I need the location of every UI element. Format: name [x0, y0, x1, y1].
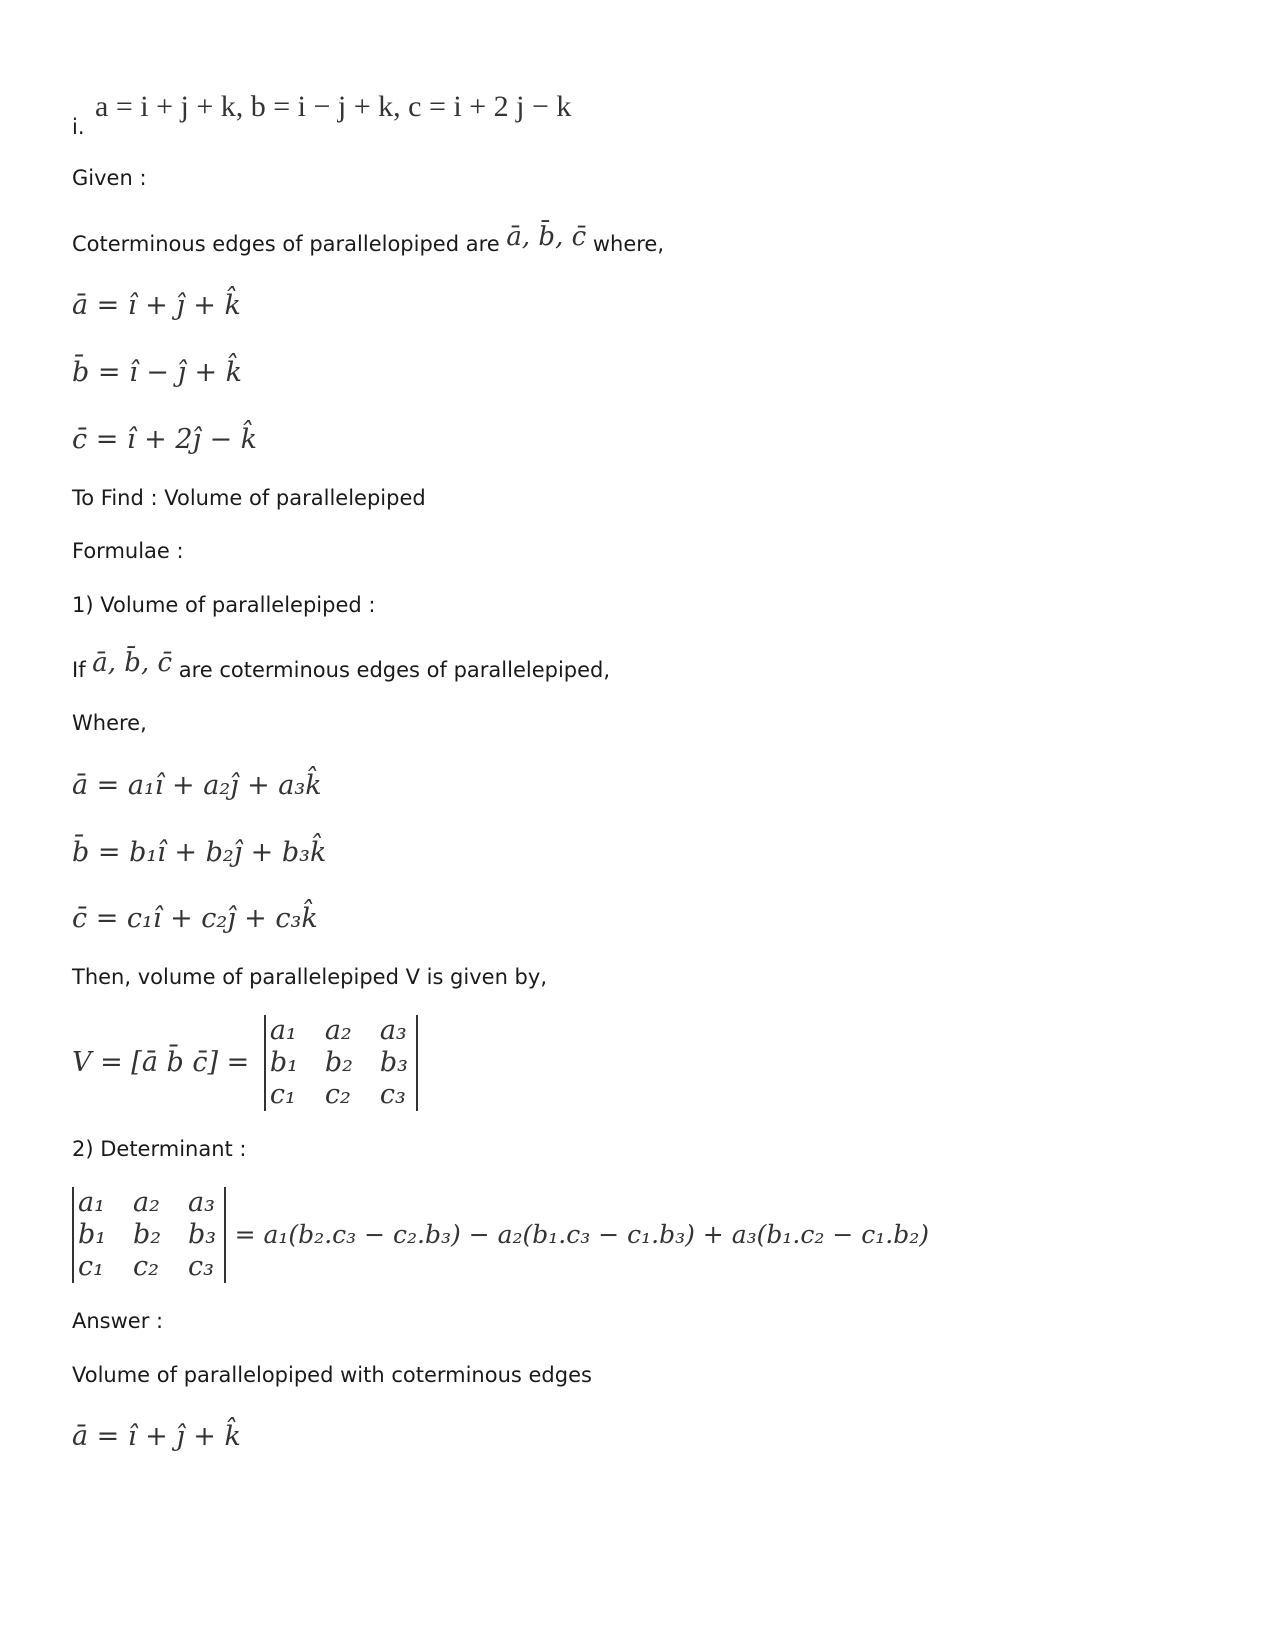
general-eq-c: c̄ = c₁î + c₂ĵ + c₃k̂	[72, 903, 318, 934]
det-cell: b₂	[133, 1219, 162, 1250]
coterminous-prefix: Coterminous edges of parallelopiped are	[72, 232, 500, 256]
formulae-label: Formulae :	[72, 539, 184, 563]
volume-lhs: V = [ā b̄ c̄] =	[72, 1047, 250, 1078]
det-row-c	[270, 1079, 412, 1111]
then-text: Then, volume of parallelepiped V is given by,	[72, 965, 547, 989]
if-suffix: are coterminous edges of parallelepiped,	[178, 658, 611, 682]
det-row-b	[270, 1047, 412, 1079]
answer-label: Answer :	[72, 1309, 164, 1333]
given-eq-a: ā = î + ĵ + k̂	[72, 290, 241, 321]
det-cell: a₁	[269, 1015, 297, 1046]
item-marker: i.	[72, 115, 85, 139]
given-label: Given :	[72, 166, 147, 190]
det-cell: a₁	[78, 1187, 105, 1218]
if-prefix: If	[72, 658, 86, 682]
answer-text: Volume of parallelopiped with coterminous edges	[72, 1363, 592, 1387]
det-row-c	[78, 1251, 220, 1283]
det-cell: a₃	[188, 1187, 215, 1218]
given-eq-b: b̄ = î − ĵ + k̂	[72, 357, 243, 388]
det-row-b	[78, 1219, 220, 1251]
formula1-title: 1) Volume of parallelepiped :	[72, 593, 376, 617]
given-eq-c: c̄ = î + 2ĵ − k̂	[72, 424, 258, 455]
det-cell: c₃	[379, 1079, 406, 1110]
det-cell: b₃	[188, 1219, 217, 1250]
header-vectors-text: a = i + j + k, b = i − j + k, c = i + 2 j − k	[95, 90, 572, 123]
where-label: Where,	[72, 711, 147, 735]
answer-eq: ā = î + ĵ + k̂	[72, 1421, 241, 1452]
coterminous-suffix: where,	[592, 232, 665, 256]
expansion-rhs: = a₁(b₂.c₃ − c₂.b₃) − a₂(b₁.c₃ − c₁.b₃) + a₃(b₁.c₂ − c₁.b₂)	[234, 1220, 929, 1249]
det-cell: c₃	[188, 1251, 214, 1282]
det-cell: b₁	[78, 1219, 107, 1250]
det-cell: c₁	[269, 1079, 296, 1110]
coterminous-sentence	[72, 222, 665, 257]
general-eq-a: ā = a₁î + a₂ĵ + a₃k̂	[72, 770, 322, 801]
det-cell: a₂	[324, 1015, 352, 1046]
general-eq-b: b̄ = b₁î + b₂ĵ + b₃k̂	[72, 837, 327, 868]
det-cell: c₂	[324, 1079, 351, 1110]
det-cell: c₁	[78, 1251, 104, 1282]
volume-determinant	[264, 1015, 418, 1111]
coterminous-vectors: ā, b̄, c̄	[506, 222, 587, 252]
volume-formula	[72, 1015, 418, 1111]
if-vectors: ā, b̄, c̄	[92, 648, 173, 678]
expansion-determinant	[72, 1187, 226, 1283]
header-vectors-equation	[95, 90, 571, 124]
det-cell: a₃	[379, 1015, 407, 1046]
det-cell: b₃	[379, 1047, 408, 1078]
det-cell: c₂	[133, 1251, 159, 1282]
det-row-a	[270, 1015, 412, 1047]
if-sentence	[72, 648, 611, 683]
formula2-title: 2) Determinant :	[72, 1137, 247, 1161]
determinant-expansion-formula	[72, 1187, 929, 1283]
det-cell: b₂	[324, 1047, 353, 1078]
det-cell: b₁	[269, 1047, 298, 1078]
to-find: To Find : Volume of parallelepiped	[72, 486, 426, 510]
det-row-a	[78, 1187, 220, 1219]
det-cell: a₂	[133, 1187, 160, 1218]
